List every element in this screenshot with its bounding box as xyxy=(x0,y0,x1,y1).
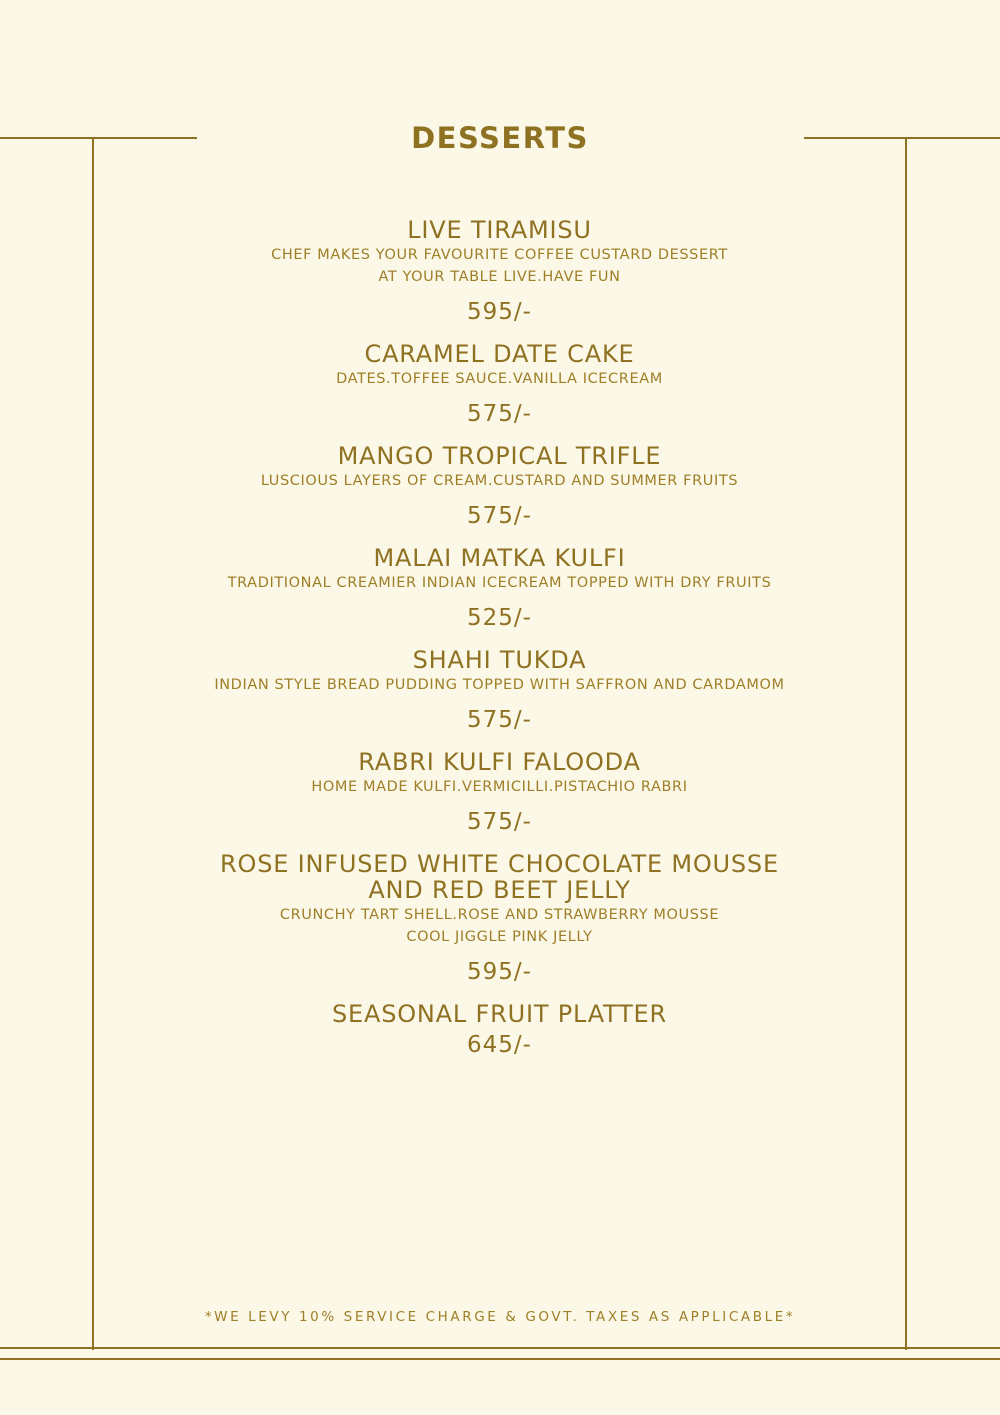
item-price: 575/- xyxy=(467,707,532,733)
item-description: LUSCIOUS LAYERS OF CREAM.CUSTARD AND SUMMER FRUITS xyxy=(260,473,739,489)
dessert-menu xyxy=(94,217,905,1074)
item-description: CHEF MAKES YOUR FAVOURITE COFFEE CUSTARD DESSERT xyxy=(271,247,728,263)
right-border-rule xyxy=(905,137,907,1350)
item-price: 575/- xyxy=(467,503,532,529)
menu-title: DESSERTS xyxy=(411,121,589,155)
item-description: HOME MADE KULFI.VERMICILLI.PISTACHIO RABRI xyxy=(311,779,688,795)
item-description: AT YOUR TABLE LIVE.HAVE FUN xyxy=(378,269,621,285)
item-name: CARAMEL DATE CAKE xyxy=(364,340,635,368)
item-name: SHAHI TUKDA xyxy=(412,646,587,674)
item-description: CRUNCHY TART SHELL.ROSE AND STRAWBERRY MOUSSE xyxy=(279,907,720,923)
item-name: RABRI KULFI FALOODA xyxy=(358,748,641,776)
service-charge-note: *WE LEVY 10% SERVICE CHARGE & GOVT. TAXES AS APPLICABLE* xyxy=(204,1309,796,1325)
item-name: ROSE INFUSED WHITE CHOCOLATE MOUSSE xyxy=(220,850,779,878)
item-price: 575/- xyxy=(467,401,532,427)
menu-item xyxy=(94,749,905,835)
item-description: TRADITIONAL CREAMIER INDIAN ICECREAM TOPPED WITH DRY FRUITS xyxy=(227,575,772,591)
menu-item xyxy=(94,545,905,631)
item-name: SEASONAL FRUIT PLATTER xyxy=(331,1000,667,1028)
item-price: 595/- xyxy=(467,959,532,985)
item-name: LIVE TIRAMISU xyxy=(407,216,592,244)
item-name: MALAI MATKA KULFI xyxy=(373,544,626,572)
menu-item xyxy=(94,341,905,427)
menu-item xyxy=(94,217,905,325)
item-name: MANGO TROPICAL TRIFLE xyxy=(337,442,662,470)
menu-item xyxy=(94,647,905,733)
menu-item xyxy=(94,851,905,985)
bottom-rule-upper xyxy=(0,1347,1000,1349)
menu-item xyxy=(94,443,905,529)
item-price: 575/- xyxy=(467,809,532,835)
item-description: INDIAN STYLE BREAD PUDDING TOPPED WITH SAFFRON AND CARDAMOM xyxy=(214,677,785,693)
item-description: DATES.TOFFEE SAUCE.VANILLA ICECREAM xyxy=(336,371,663,387)
item-description: COOL JIGGLE PINK JELLY xyxy=(406,929,593,945)
menu-item xyxy=(94,1001,905,1058)
item-price: 645/- xyxy=(467,1032,532,1058)
bottom-rule-lower xyxy=(0,1358,1000,1360)
item-price: 595/- xyxy=(467,299,532,325)
item-name: AND RED BEET JELLY xyxy=(368,876,631,904)
item-price: 525/- xyxy=(467,605,532,631)
